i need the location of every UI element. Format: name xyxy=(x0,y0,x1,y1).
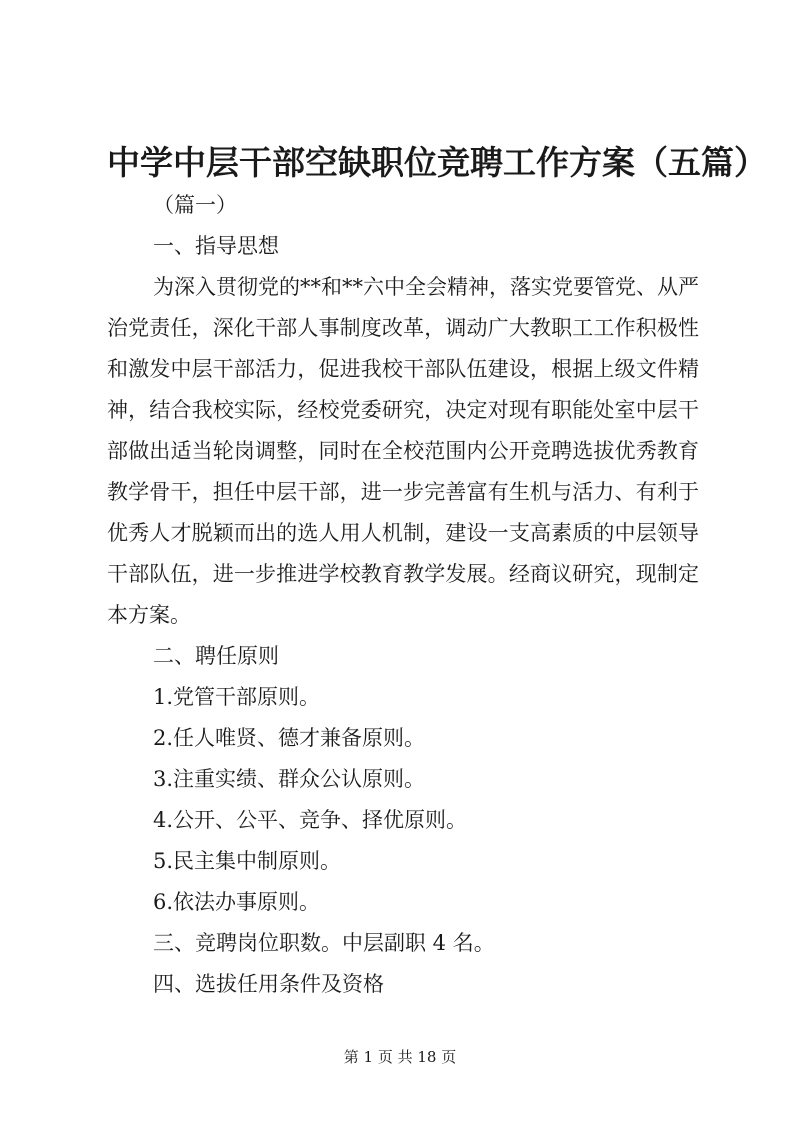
document-title: 中学中层干部空缺职位竞聘工作方案（五篇） xyxy=(107,143,767,182)
list-item: 4.公开、公平、竞争、择优原则。 xyxy=(153,808,468,832)
list-item: 3.注重实绩、群众公认原则。 xyxy=(153,767,426,791)
principles-list xyxy=(107,677,699,923)
paragraph-guiding-ideology xyxy=(107,267,699,636)
heading-guiding-ideology: 一、指导思想 xyxy=(153,234,279,258)
paragraph-line: 本方案。 xyxy=(107,603,191,627)
section-label: （篇一） xyxy=(153,193,237,217)
paragraph-line: 教学骨干，担任中层干部，进一步完善富有生机与活力、有利于 xyxy=(107,480,699,504)
paragraph-line: 部做出适当轮岗调整，同时在全校范围内公开竞聘选拔优秀教育 xyxy=(107,439,699,463)
list-item: 5.民主集中制原则。 xyxy=(153,849,342,873)
paragraph-line: 优秀人才脱颖而出的选人用人机制，建设一支高素质的中层领导 xyxy=(107,521,699,545)
paragraph-line: 干部队伍，进一步推进学校教育教学发展。经商议研究，现制定 xyxy=(107,562,699,586)
paragraph-line: 和激发中层干部活力，促进我校干部队伍建设，根据上级文件精 xyxy=(107,357,699,381)
heading-positions: 三、竞聘岗位职数。中层副职 4 名。 xyxy=(153,931,495,955)
page-footer: 第 1 页 共 18 页 xyxy=(343,1048,457,1066)
list-item: 2.任人唯贤、德才兼备原则。 xyxy=(153,726,426,750)
document-body xyxy=(107,185,699,1005)
heading-appointment-principles: 二、聘任原则 xyxy=(153,644,279,668)
paragraph-line: 为深入贯彻党的**和**六中全会精神，落实党要管党、从严 xyxy=(153,275,699,299)
list-item: 6.依法办事原则。 xyxy=(153,890,321,914)
heading-selection-conditions: 四、选拔任用条件及资格 xyxy=(153,972,384,996)
list-item: 1.党管干部原则。 xyxy=(153,685,321,709)
paragraph-line: 神，结合我校实际，经校党委研究，决定对现有职能处室中层干 xyxy=(107,398,699,422)
paragraph-line: 治党责任，深化干部人事制度改革，调动广大教职工工作积极性 xyxy=(107,316,699,340)
